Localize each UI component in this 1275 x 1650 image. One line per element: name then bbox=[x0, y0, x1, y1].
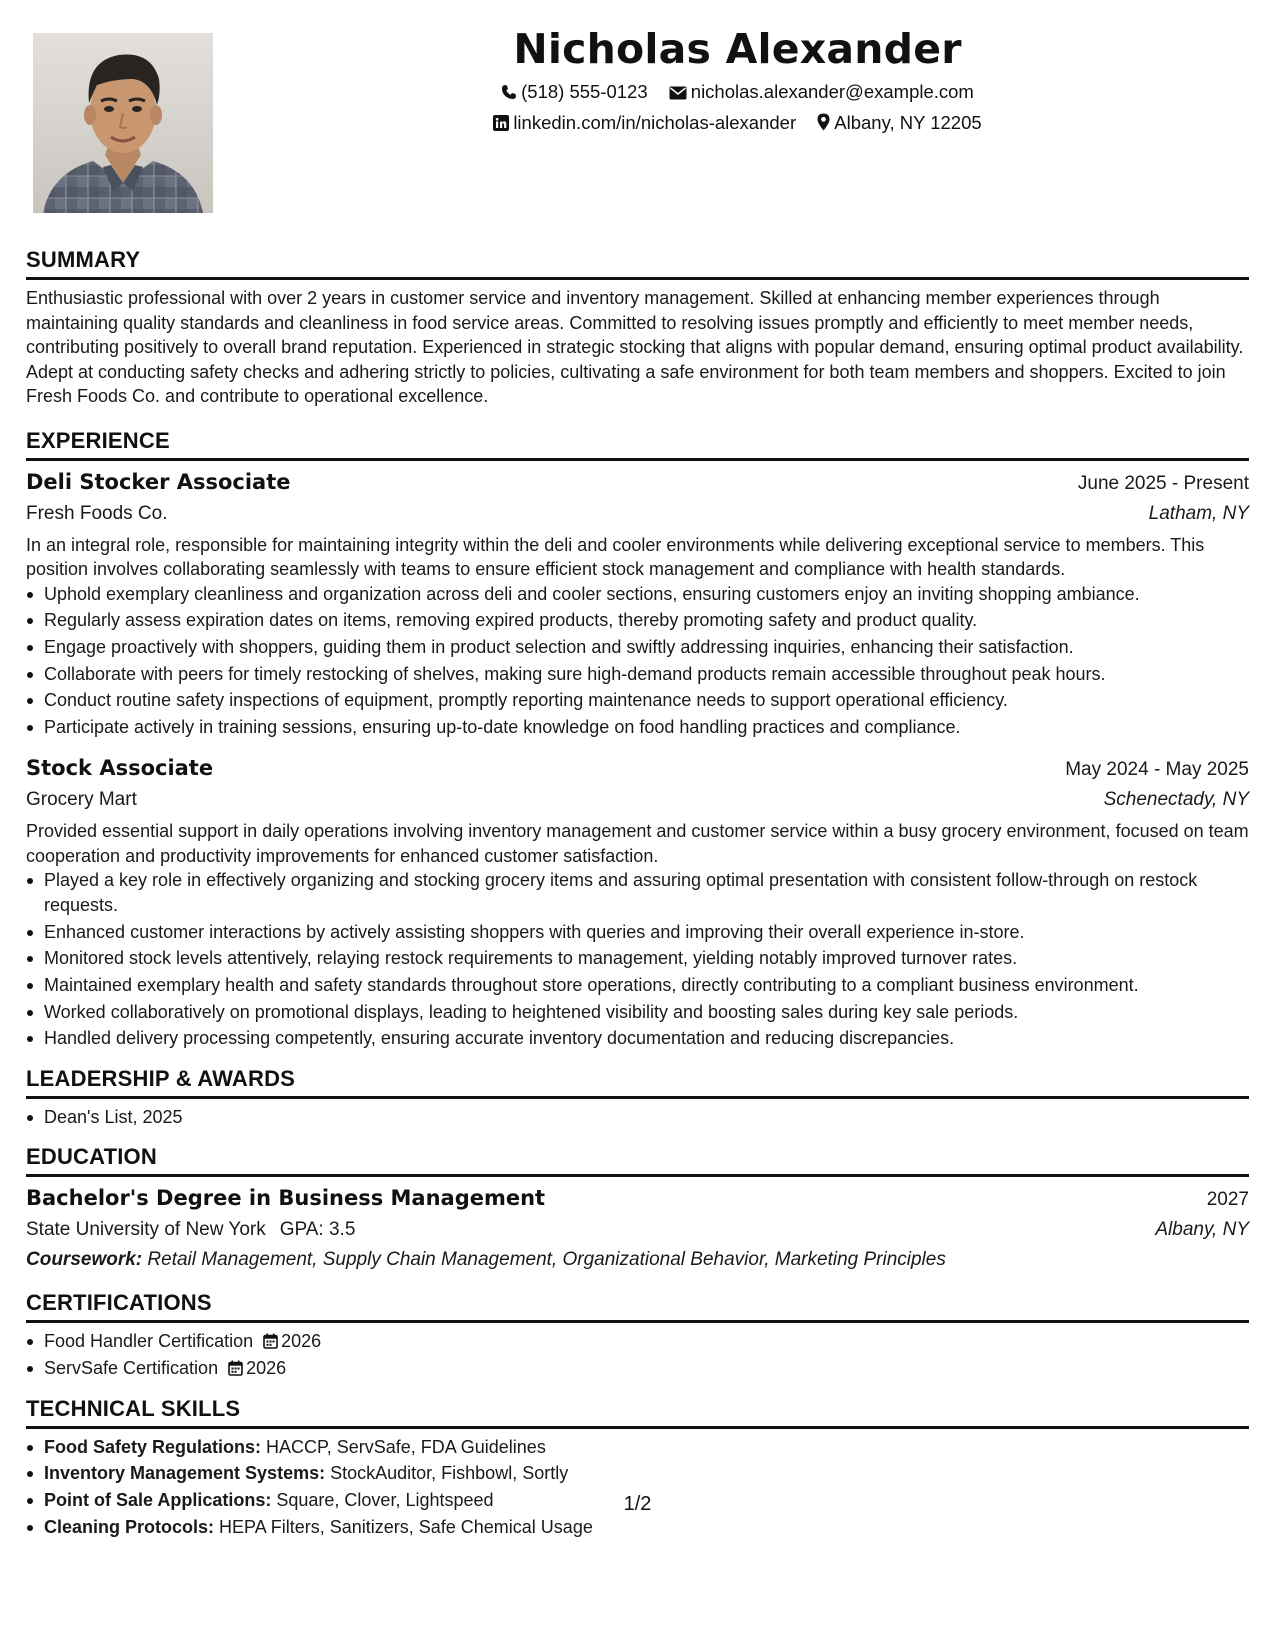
list-item: Worked collaboratively on promotional displays, leading to heightened visibility and boosting sales during key sale periods. bbox=[26, 1000, 1249, 1025]
awards-list bbox=[26, 1105, 1249, 1130]
cert-year: 2026 bbox=[246, 1358, 287, 1379]
cert-year: 2026 bbox=[281, 1331, 322, 1352]
contact-row-1 bbox=[230, 76, 1245, 107]
list-item: Monitored stock levels attentively, relaying restock requirements to management, yielding notably improved turnover rates. bbox=[26, 946, 1249, 971]
list-item bbox=[26, 1515, 1249, 1540]
skill-values: Square, Clover, Lightspeed bbox=[276, 1489, 494, 1510]
list-item bbox=[26, 1435, 1249, 1460]
skill-category: Inventory Management Systems: bbox=[44, 1463, 326, 1484]
calendar-icon bbox=[263, 1333, 278, 1349]
phone-text: (518) 555-0123 bbox=[521, 81, 648, 102]
skill-category: Point of Sale Applications: bbox=[44, 1489, 272, 1510]
job-bullets bbox=[26, 582, 1249, 740]
school-location: Albany, NY bbox=[1155, 1219, 1249, 1241]
coursework bbox=[26, 1245, 1249, 1275]
candidate-name: Nicholas Alexander bbox=[513, 25, 962, 73]
list-item: Maintained exemplary health and safety standards throughout store operations, directly contributing to a compliant business environment. bbox=[26, 973, 1249, 998]
calendar-icon bbox=[228, 1360, 243, 1376]
cert-name: ServSafe Certification bbox=[44, 1358, 219, 1379]
list-item: Conduct routine safety inspections of equipment, promptly reporting maintenance needs to support operational efficiency. bbox=[26, 688, 1249, 713]
job-location: Schenectady, NY bbox=[1103, 789, 1249, 811]
education-heading: EDUCATION bbox=[26, 1143, 1249, 1177]
awards-heading: LEADERSHIP & AWARDS bbox=[26, 1065, 1249, 1099]
map-pin-icon bbox=[817, 113, 830, 131]
certifications-list bbox=[26, 1329, 1249, 1380]
list-item: Engage proactively with shoppers, guiding them in product selection and swiftly addressing inquiries, enhancing their satisfaction. bbox=[26, 635, 1249, 660]
list-item: Played a key role in effectively organizing and stocking grocery items and assuring optimal presentation with consistent follow-through on restock requests. bbox=[26, 868, 1249, 917]
linkedin-contact[interactable] bbox=[493, 107, 796, 138]
certifications-section bbox=[26, 1289, 1249, 1380]
profile-photo-graphic bbox=[33, 33, 213, 213]
education-section bbox=[26, 1143, 1249, 1275]
summary-section bbox=[26, 246, 1249, 409]
skill-category: Cleaning Protocols: bbox=[44, 1516, 215, 1537]
job-entry bbox=[26, 467, 1249, 740]
linkedin-text: linkedin.com/in/nicholas-alexander bbox=[513, 112, 797, 133]
job-description: Provided essential support in daily operations involving inventory management and customer service within a busy grocery environment, focused on team cooperation and productivity improvements for enhanced customer satisfaction. bbox=[26, 821, 1249, 866]
skills-section bbox=[26, 1395, 1249, 1540]
job-entry bbox=[26, 753, 1249, 1050]
location-contact bbox=[817, 107, 981, 138]
job-title: Stock Associate bbox=[26, 756, 214, 781]
list-item: Enhanced customer interactions by actively assisting shoppers with queries and improving their overall experience in-store. bbox=[26, 920, 1249, 945]
skill-values: HEPA Filters, Sanitizers, Safe Chemical Usage bbox=[219, 1516, 593, 1537]
job-dates: June 2025 - Present bbox=[1077, 472, 1249, 494]
awards-section bbox=[26, 1065, 1249, 1130]
experience-section bbox=[26, 427, 1249, 1051]
resume-body bbox=[26, 246, 1249, 1541]
list-item: Participate actively in training sessions, ensuring up-to-date knowledge on food handling practices and compliance. bbox=[26, 715, 1249, 740]
list-item: Regularly assess expiration dates on items, removing expired products, thereby promoting safety and product quality. bbox=[26, 608, 1249, 633]
job-title: Deli Stocker Associate bbox=[26, 469, 291, 494]
location-text: Albany, NY 12205 bbox=[834, 112, 982, 133]
envelope-icon bbox=[669, 86, 687, 100]
phone-icon bbox=[501, 84, 517, 100]
job-location: Latham, NY bbox=[1148, 502, 1249, 524]
list-item: Dean's List, 2025 bbox=[26, 1105, 1249, 1130]
coursework-list: Retail Management, Supply Chain Management, Organizational Behavior, Marketing Principles bbox=[147, 1249, 946, 1271]
phone-contact[interactable] bbox=[501, 76, 648, 107]
coursework-label: Coursework: bbox=[26, 1249, 143, 1271]
skill-category: Food Safety Regulations: bbox=[44, 1436, 262, 1457]
job-description: In an integral role, responsible for maintaining integrity within the deli and cooler environments while delivering exceptional service to members. This position involves collaborating seamlessly with teams to ensure efficient stock management and compliance with health standards. bbox=[26, 534, 1205, 579]
profile-photo bbox=[33, 33, 213, 213]
graduation-year: 2027 bbox=[1206, 1189, 1249, 1211]
skill-values: HACCP, ServSafe, FDA Guidelines bbox=[266, 1436, 546, 1457]
school-name: State University of New York bbox=[26, 1219, 266, 1241]
email-text: nicholas.alexander@example.com bbox=[690, 81, 974, 102]
email-contact[interactable] bbox=[669, 76, 974, 107]
skill-values: StockAuditor, Fishbowl, Sortly bbox=[330, 1463, 569, 1484]
experience-heading: EXPERIENCE bbox=[26, 427, 1249, 461]
list-item: Handled delivery processing competently, ensuring accurate inventory documentation and reducing discrepancies. bbox=[26, 1026, 1249, 1051]
gpa: GPA: 3.5 bbox=[279, 1219, 356, 1241]
resume-header bbox=[230, 22, 1245, 138]
certifications-heading: CERTIFICATIONS bbox=[26, 1289, 1249, 1323]
summary-heading: SUMMARY bbox=[26, 246, 1249, 280]
page-number: 1/2 bbox=[623, 1493, 652, 1515]
list-item: Uphold exemplary cleanliness and organization across deli and cooler sections, ensuring customers enjoy an inviting shopping ambiance. bbox=[26, 582, 1249, 607]
linkedin-icon bbox=[493, 115, 509, 131]
job-dates: May 2024 - May 2025 bbox=[1065, 759, 1249, 781]
job-bullets bbox=[26, 868, 1249, 1050]
list-item: Collaborate with peers for timely restocking of shelves, making sure high-demand products remain accessible throughout peak hours. bbox=[26, 662, 1249, 687]
list-item bbox=[26, 1356, 1249, 1381]
list-item bbox=[26, 1329, 1249, 1354]
contact-row-2 bbox=[230, 107, 1245, 138]
degree-title: Bachelor's Degree in Business Management bbox=[26, 1186, 546, 1211]
list-item bbox=[26, 1461, 1249, 1486]
skills-heading: TECHNICAL SKILLS bbox=[26, 1395, 1249, 1429]
job-company: Fresh Foods Co. bbox=[26, 502, 168, 524]
cert-name: Food Handler Certification bbox=[44, 1331, 254, 1352]
summary-text: Enthusiastic professional with over 2 years in customer service and inventory management. Skilled at enhancing member experiences through maintaining quality standards and cleanliness in food service areas. Committed to resolving issues promptly and efficiently to meet member needs, contributing positively to overall brand reputation. Experienced in strategic stocking that aligns with popular demand, ensuring optimal product availability. Adept at conducting safety checks and adhering strictly to policies, cultivating a safe environment for both team members and shoppers. Excited to join Fresh Foods Co. and contribute to operational excellence. bbox=[26, 288, 1244, 406]
skills-list bbox=[26, 1435, 1249, 1540]
job-company: Grocery Mart bbox=[26, 789, 137, 811]
